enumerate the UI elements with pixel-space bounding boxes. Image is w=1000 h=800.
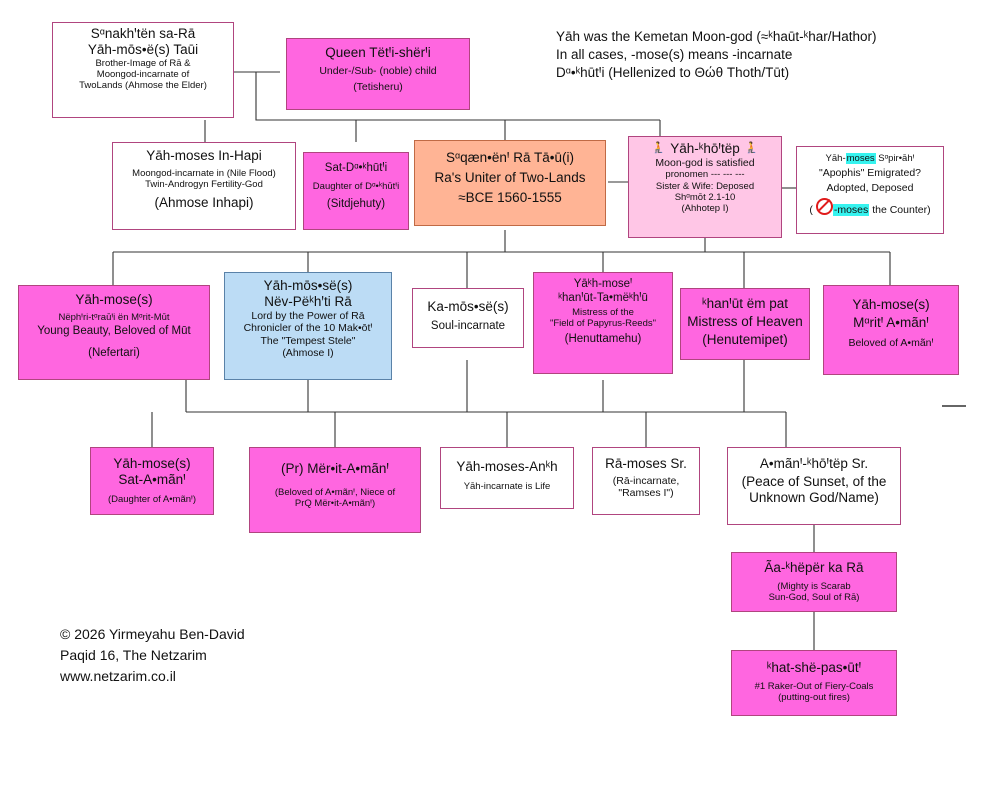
- node-inhapi[interactable]: [112, 142, 296, 230]
- sitdjehuty-line1: Sat-Dᵅ•ᵏhūtꞋi: [324, 162, 388, 174]
- node-henuttamehu[interactable]: [533, 272, 673, 374]
- snakhten-line5: TwoLands (Ahmose the Elder): [79, 80, 207, 92]
- ankh-line1: Yāh-moses-Anᵏh: [456, 459, 558, 474]
- kamose-line1: Ka-mōs•së(s): [427, 299, 509, 314]
- khatshe-line2: #1 Raker-Out of Fiery-Coals: [754, 680, 874, 692]
- inhapi-line2: Moongod-incarnate in (Nile Flood): [132, 167, 276, 179]
- no-entry-icon: [816, 198, 833, 215]
- meritamun-line3: Beloved of A•mãnꞋ: [848, 336, 934, 349]
- pr-meritamun-line1: (Pr) Mër•it-A•mãnꞋ: [280, 461, 390, 476]
- sqenenre-line1: Sᵅqæn•ënꞋ Rā Tā•ū(i): [446, 150, 574, 165]
- node-aakheper[interactable]: [731, 552, 897, 612]
- ankh-line2: Yāh-incarnate is Life: [463, 480, 551, 492]
- copyright-footer: [60, 624, 380, 687]
- apophis-line4c: the Counter): [869, 203, 931, 216]
- ramses-line3: "Ramses I"): [618, 487, 674, 500]
- header-note-line2: In all cases, -mose(s) means -incarnate: [556, 47, 793, 63]
- amanhotep-line2: (Peace of Sunset, of the: [741, 473, 887, 489]
- satamun-line3: (Daughter of A•mãnꞋ): [107, 493, 197, 505]
- aakheper-line1: Ãa-ᵏhëpër ka Rā: [764, 560, 864, 575]
- ahmose-i-line4: Chronicler of the 10 Mak•ōtꞋ: [243, 322, 373, 335]
- ahhotep-line4: Sister & Wife: Deposed: [655, 180, 755, 192]
- ahhotep-line2: Moon-god is satisfied: [655, 156, 755, 169]
- node-meritamun[interactable]: [823, 285, 959, 375]
- header-note-line3: Dᵅ•ᵏhūtꞋi (Hellenized to Θώθ Thoth/Tūt): [556, 65, 790, 81]
- apophis-line4a: (: [809, 203, 816, 216]
- apophis-line2: "Apophis" Emigrated?: [818, 167, 921, 180]
- header-note: [556, 28, 986, 83]
- apophis-line4-highlight: -moses: [833, 203, 869, 216]
- ahmose-i-line2: Nëv-Pëᵏhꞌti Rā: [264, 293, 352, 309]
- node-ramses[interactable]: [592, 447, 700, 515]
- henutemipet-line1: ᵏhanꞋūt ëm pat: [702, 296, 788, 311]
- meritamun-line1: Yāh-mose(s): [852, 297, 930, 312]
- ahmose-i-line5: The "Tempest Stele": [260, 334, 356, 347]
- ramses-line1: Rā-moses Sr.: [605, 456, 687, 471]
- ahhotep-line5: Shᵅmōt 2.1-10: [674, 191, 736, 203]
- node-amanhotep[interactable]: [727, 447, 901, 525]
- kamose-line2: Soul-incarnate: [430, 319, 506, 332]
- ahhotep-line3: pronomen --- --- ---: [665, 169, 745, 181]
- node-henutemipet[interactable]: [680, 288, 810, 360]
- ahhotep-line6: (Ahhotep I): [681, 202, 729, 214]
- tetisheri-line1: Queen TëtꞋi-shërꞋi: [325, 45, 431, 60]
- node-tetisheri[interactable]: [286, 38, 470, 110]
- ahmose-i-line1: Yāh-mōs•së(s): [263, 278, 353, 293]
- snakhten-line1: Sᵅnakhꞌtën sa-Rā: [90, 26, 196, 41]
- node-sqenenre[interactable]: [414, 140, 606, 226]
- node-ankh[interactable]: [440, 447, 574, 509]
- node-khatshepasut[interactable]: [731, 650, 897, 716]
- nefertari-line4: (Nefertari): [88, 346, 140, 359]
- node-satamun[interactable]: [90, 447, 214, 515]
- sitdjehuty-line2: Daughter of Dᵅ•ᵏhūtꞋi: [312, 180, 400, 192]
- ahhotep-line1: Yāh-ᵏhōꞋtëp: [670, 141, 740, 156]
- node-ahmose-i[interactable]: [224, 272, 392, 380]
- footer-line2: Paqid 16, The Netzarim: [60, 647, 207, 663]
- inhapi-line4: (Ahmose Inhapi): [154, 195, 254, 211]
- ahmose-i-line6: (Ahmose I): [282, 346, 334, 359]
- apophis-line1-highlight: moses: [846, 153, 875, 164]
- sitdjehuty-line3: (Sitdjehuty): [326, 197, 386, 210]
- tetisheri-line3: (Tetisheru): [353, 81, 403, 94]
- snakhten-line3: Brother-Image of Rā &: [95, 57, 191, 69]
- nefertari-line2: NëphꞋri-tᵅraūꞋi ën Mᵅrit-Mūt: [58, 311, 170, 323]
- apophis-line1c: Sᵅpir•āhꞋ: [875, 153, 915, 164]
- meritamun-line2: MᵅritꞋ A•mãnꞋ: [853, 314, 929, 330]
- ramses-line2: (Rā-incarnate,: [612, 474, 680, 487]
- khatshe-line1: ᵏhat-shë-pas•ūtꞋ: [766, 660, 862, 675]
- snakhten-line2: Yāh-mōs•ë(s) Taūi: [87, 41, 199, 57]
- amanhotep-line3: Unknown God/Name): [749, 489, 879, 505]
- aakheper-line3: Sun-God, Soul of Rā): [768, 592, 860, 604]
- henuttamehu-line3: Mistress of the: [572, 307, 634, 319]
- node-sitdjehuty[interactable]: [303, 152, 409, 230]
- henuttamehu-line2: ᵏhanꞋūt-Ta•mëᵏhꞋū: [558, 291, 648, 304]
- node-kamose[interactable]: [412, 288, 524, 348]
- tetisheri-line2: Under-/Sub- (noble) child: [319, 64, 437, 77]
- satamun-line1: Yāh-mose(s): [113, 456, 191, 471]
- node-nefertari[interactable]: [18, 285, 210, 380]
- node-snakhten[interactable]: [52, 22, 234, 118]
- pr-meritamun-line3: PrQ Mër•it-A•mãnꞋ): [294, 498, 376, 510]
- seated-figure-icon-right: 🧎: [744, 142, 759, 155]
- footer-line1: © 2026 Yirmeyahu Ben-David: [60, 626, 245, 642]
- apophis-line1a: Yāh-: [825, 153, 846, 164]
- seated-figure-icon-left: 🧎: [651, 142, 666, 155]
- sqenenre-line3: ≈BCE 1560-1555: [458, 189, 562, 205]
- sqenenre-line2: Ra's Uniter of Two-Lands: [434, 169, 586, 185]
- khatshe-line3: (putting-out fires): [778, 692, 850, 704]
- apophis-line3: Adopted, Deposed: [826, 181, 914, 194]
- amanhotep-line1: A•mãnꞋ-ᵏhōꞋtëp Sr.: [759, 456, 869, 471]
- inhapi-line1: Yāh-moses In-Hapi: [146, 148, 262, 163]
- henutemipet-line3: (Henutemipet): [702, 331, 788, 347]
- node-pr-meritamun[interactable]: [249, 447, 421, 533]
- pr-meritamun-line2: (Beloved of A•mãnꞋ, Niece of: [274, 486, 396, 498]
- henuttamehu-line5: (Henuttamehu): [564, 332, 642, 345]
- satamun-line2: Sat-A•mãnꞋ: [118, 471, 186, 487]
- henuttamehu-line4: "Field of Papyrus-Reeds": [549, 318, 656, 330]
- nefertari-line3: Young Beauty, Beloved of Mūt: [37, 325, 191, 338]
- aakheper-line2: (Mighty is Scarab: [777, 580, 851, 592]
- node-ahhotep[interactable]: [628, 136, 782, 238]
- nefertari-line1: Yāh-mose(s): [75, 292, 153, 307]
- inhapi-line3: Twin-Androgyn Fertility-God: [145, 179, 263, 191]
- snakhten-line4: Moongod-incarnate of: [96, 69, 190, 81]
- henutemipet-line2: Mistress of Heaven: [687, 313, 803, 329]
- footer-line3: www.netzarim.co.il: [60, 668, 176, 684]
- henuttamehu-line1: Yāᵏh-moseꞋ: [573, 278, 633, 290]
- header-note-line1: Yāh was the Kemetan Moon-god (≈ᵏhaūt-ᵏhar/Hathor): [556, 29, 877, 44]
- node-apophis[interactable]: [796, 146, 944, 234]
- ahmose-i-line3: Lord by the Power of Rā: [251, 309, 365, 322]
